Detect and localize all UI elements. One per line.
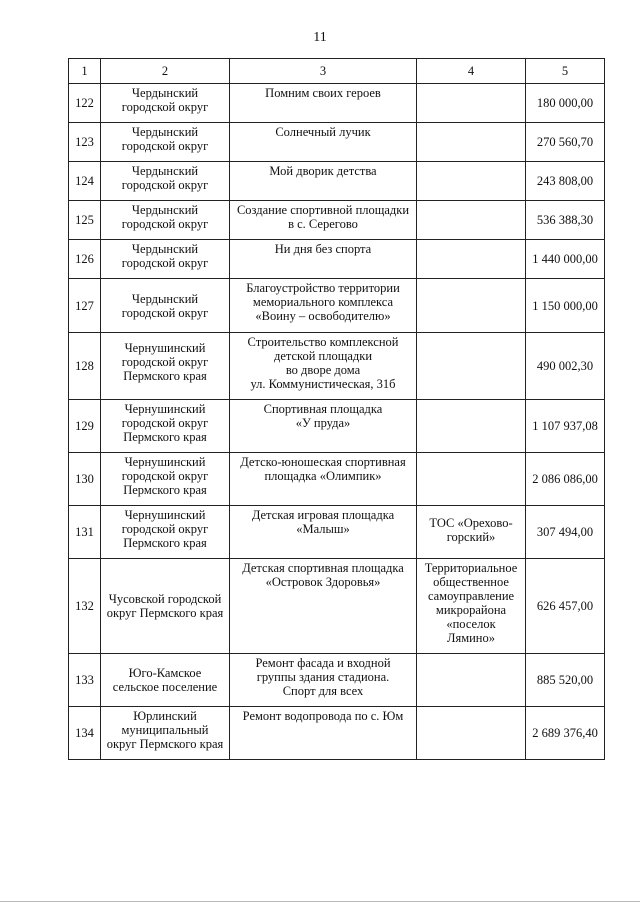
municipality-cell: Юрлинский муниципальный округ Пермского края bbox=[101, 707, 230, 760]
amount-cell: 536 388,30 bbox=[526, 201, 605, 240]
row-number: 131 bbox=[69, 506, 101, 559]
project-cell: Детская игровая площадка «Малыш» bbox=[230, 506, 417, 559]
municipality-cell: Чусовской городской округ Пермского края bbox=[101, 559, 230, 654]
project-cell: Спортивная площадка «У пруда» bbox=[230, 400, 417, 453]
initiator-cell bbox=[417, 333, 526, 400]
table-row bbox=[69, 707, 605, 760]
initiator-cell: ТОС «Орехово- горский» bbox=[417, 506, 526, 559]
header-cell-5: 5 bbox=[526, 59, 605, 84]
municipality-cell: Чернушинский городской округ Пермского края bbox=[101, 333, 230, 400]
row-number: 129 bbox=[69, 400, 101, 453]
amount-cell: 180 000,00 bbox=[526, 84, 605, 123]
table-row bbox=[69, 654, 605, 707]
initiator-cell bbox=[417, 453, 526, 506]
row-number: 128 bbox=[69, 333, 101, 400]
initiator-cell bbox=[417, 201, 526, 240]
municipality-cell: Юго-Камское сельское поселение bbox=[101, 654, 230, 707]
municipality-cell: Чердынский городской округ bbox=[101, 279, 230, 333]
project-cell: Детско-юношеская спортивная площадка «Олимпик» bbox=[230, 453, 417, 506]
initiator-cell bbox=[417, 123, 526, 162]
table-row bbox=[69, 84, 605, 123]
row-number: 130 bbox=[69, 453, 101, 506]
row-number: 124 bbox=[69, 162, 101, 201]
row-number: 126 bbox=[69, 240, 101, 279]
project-cell: Строительство комплексной детской площадки во дворе дома ул. Коммунистическая, 31б bbox=[230, 333, 417, 400]
header-cell-2: 2 bbox=[101, 59, 230, 84]
municipality-cell: Чердынский городской округ bbox=[101, 123, 230, 162]
project-cell: Детская спортивная площадка «Островок Здоровья» bbox=[230, 559, 417, 654]
project-cell: Солнечный лучик bbox=[230, 123, 417, 162]
project-cell: Ремонт водопровода по с. Юм bbox=[230, 707, 417, 760]
table-row bbox=[69, 162, 605, 201]
row-number: 122 bbox=[69, 84, 101, 123]
table-row bbox=[69, 123, 605, 162]
amount-cell: 626 457,00 bbox=[526, 559, 605, 654]
initiator-cell bbox=[417, 707, 526, 760]
amount-cell: 1 440 000,00 bbox=[526, 240, 605, 279]
row-number: 133 bbox=[69, 654, 101, 707]
amount-cell: 1 107 937,08 bbox=[526, 400, 605, 453]
grant-table bbox=[68, 58, 605, 760]
row-number: 123 bbox=[69, 123, 101, 162]
municipality-cell: Чернушинский городской округ Пермского края bbox=[101, 400, 230, 453]
amount-cell: 2 086 086,00 bbox=[526, 453, 605, 506]
initiator-cell bbox=[417, 279, 526, 333]
initiator-cell bbox=[417, 400, 526, 453]
initiator-cell bbox=[417, 654, 526, 707]
table-row bbox=[69, 240, 605, 279]
amount-cell: 307 494,00 bbox=[526, 506, 605, 559]
municipality-cell: Чернушинский городской округ Пермского края bbox=[101, 506, 230, 559]
row-number: 127 bbox=[69, 279, 101, 333]
page-number: 11 bbox=[313, 30, 327, 45]
project-cell: Мой дворик детства bbox=[230, 162, 417, 201]
row-number: 125 bbox=[69, 201, 101, 240]
initiator-cell bbox=[417, 162, 526, 201]
initiator-cell bbox=[417, 84, 526, 123]
municipality-cell: Чернушинский городской округ Пермского края bbox=[101, 453, 230, 506]
municipality-cell: Чердынский городской округ bbox=[101, 84, 230, 123]
project-cell: Благоустройство территории мемориального комплекса «Воину – освободителю» bbox=[230, 279, 417, 333]
scan-edge-line bbox=[0, 901, 640, 902]
project-cell: Помним своих героев bbox=[230, 84, 417, 123]
row-number: 134 bbox=[69, 707, 101, 760]
amount-cell: 1 150 000,00 bbox=[526, 279, 605, 333]
header-cell-4: 4 bbox=[417, 59, 526, 84]
amount-cell: 490 002,30 bbox=[526, 333, 605, 400]
amount-cell: 270 560,70 bbox=[526, 123, 605, 162]
project-cell: Создание спортивной площадки в с. Серегово bbox=[230, 201, 417, 240]
header-cell-3: 3 bbox=[230, 59, 417, 84]
table-row bbox=[69, 506, 605, 559]
municipality-cell: Чердынский городской округ bbox=[101, 240, 230, 279]
table-row bbox=[69, 201, 605, 240]
table-row bbox=[69, 453, 605, 506]
municipality-cell: Чердынский городской округ bbox=[101, 162, 230, 201]
table-row bbox=[69, 400, 605, 453]
amount-cell: 243 808,00 bbox=[526, 162, 605, 201]
table-row bbox=[69, 559, 605, 654]
header-row bbox=[69, 59, 605, 84]
municipality-cell: Чердынский городской округ bbox=[101, 201, 230, 240]
amount-cell: 2 689 376,40 bbox=[526, 707, 605, 760]
amount-cell: 885 520,00 bbox=[526, 654, 605, 707]
initiator-cell bbox=[417, 240, 526, 279]
header-cell-1: 1 bbox=[69, 59, 101, 84]
initiator-cell: Территориальное общественное самоуправление микрорайона «поселок Лямино» bbox=[417, 559, 526, 654]
table-row bbox=[69, 333, 605, 400]
table-row bbox=[69, 279, 605, 333]
row-number: 132 bbox=[69, 559, 101, 654]
project-cell: Ремонт фасада и входной группы здания стадиона. Спорт для всех bbox=[230, 654, 417, 707]
project-cell: Ни дня без спорта bbox=[230, 240, 417, 279]
